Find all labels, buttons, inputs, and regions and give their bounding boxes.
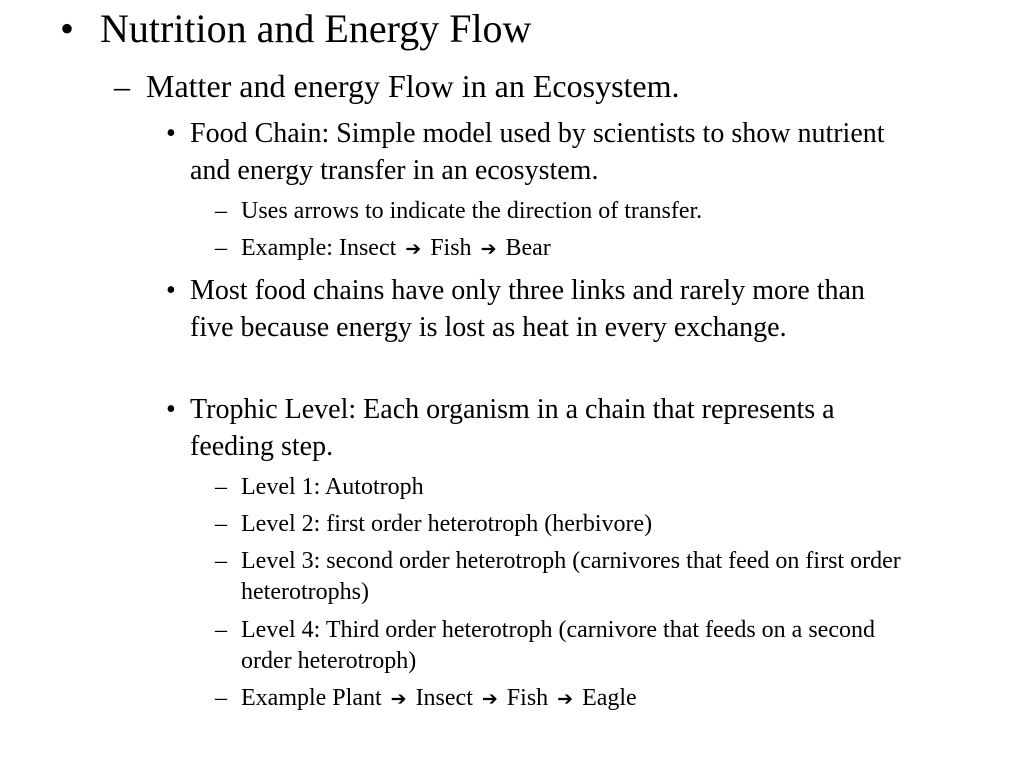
- trophic-example-item: [215, 683, 1001, 715]
- example-prefix: Example:: [241, 235, 339, 261]
- heading-item: [60, 6, 1000, 52]
- arrows-text: Uses arrows to indicate the direction of transfer.: [241, 198, 703, 224]
- slide-heading: Nutrition and Energy Flow: [100, 6, 532, 51]
- food-chain-text: Food Chain: Simple model used by scientists to show nutrient and energy transfer in an ecosystem.: [190, 118, 885, 186]
- level-item: [215, 615, 916, 677]
- chain-item: Bear: [505, 235, 551, 261]
- level-text: Level 1: Autotroph: [241, 474, 424, 500]
- dash-marker: –: [215, 474, 227, 500]
- trophic-text: Trophic Level: Each organism in a chain that represents a feeding step.: [190, 394, 835, 462]
- level-item: [215, 509, 941, 540]
- level-text: Level 4: Third order heterotroph (carnivore that feeds on a second order heterotroph): [241, 617, 875, 674]
- chain-item: Fish: [430, 235, 472, 261]
- bullet-marker: •: [60, 6, 75, 51]
- links-item: [166, 272, 890, 346]
- dash-marker: –: [215, 685, 227, 711]
- dash-marker: –: [215, 198, 227, 224]
- food-chain-item: [166, 115, 890, 189]
- arrow-right-icon: ➔: [405, 238, 422, 260]
- level-text: Level 2: first order heterotroph (herbivore): [241, 511, 653, 537]
- subheading-item: [114, 67, 1006, 105]
- dash-marker: –: [114, 68, 130, 104]
- dash-marker: –: [215, 548, 227, 574]
- bullet-marker: •: [166, 394, 176, 425]
- chain-item: Fish: [506, 685, 549, 711]
- chain-item: Insect: [415, 685, 473, 711]
- dash-marker: –: [215, 511, 227, 537]
- level-text: Level 3: second order heterotroph (carnivores that feed on first order heterotrophs): [241, 548, 901, 605]
- chain-item: Eagle: [582, 685, 637, 711]
- arrows-item: [215, 196, 1001, 227]
- level-item: [215, 472, 941, 503]
- links-text: Most food chains have only three links and rarely more than five because energy is lost as heat in every exchange.: [190, 275, 865, 343]
- bullet-marker: •: [166, 275, 176, 306]
- slide-subheading: Matter and energy Flow in an Ecosystem.: [146, 68, 680, 104]
- arrow-right-icon: ➔: [480, 238, 497, 260]
- food-chain-example-item: [215, 233, 1001, 265]
- dash-marker: –: [215, 235, 227, 261]
- bullet-marker: •: [166, 118, 176, 149]
- example-prefix: Example Plant: [241, 685, 388, 711]
- arrow-right-icon: ➔: [390, 688, 407, 710]
- level-item: [215, 546, 916, 608]
- trophic-item: [166, 391, 850, 465]
- arrow-right-icon: ➔: [481, 688, 498, 710]
- dash-marker: –: [215, 617, 227, 643]
- chain-item: Insect: [338, 235, 397, 261]
- arrow-right-icon: ➔: [557, 688, 574, 710]
